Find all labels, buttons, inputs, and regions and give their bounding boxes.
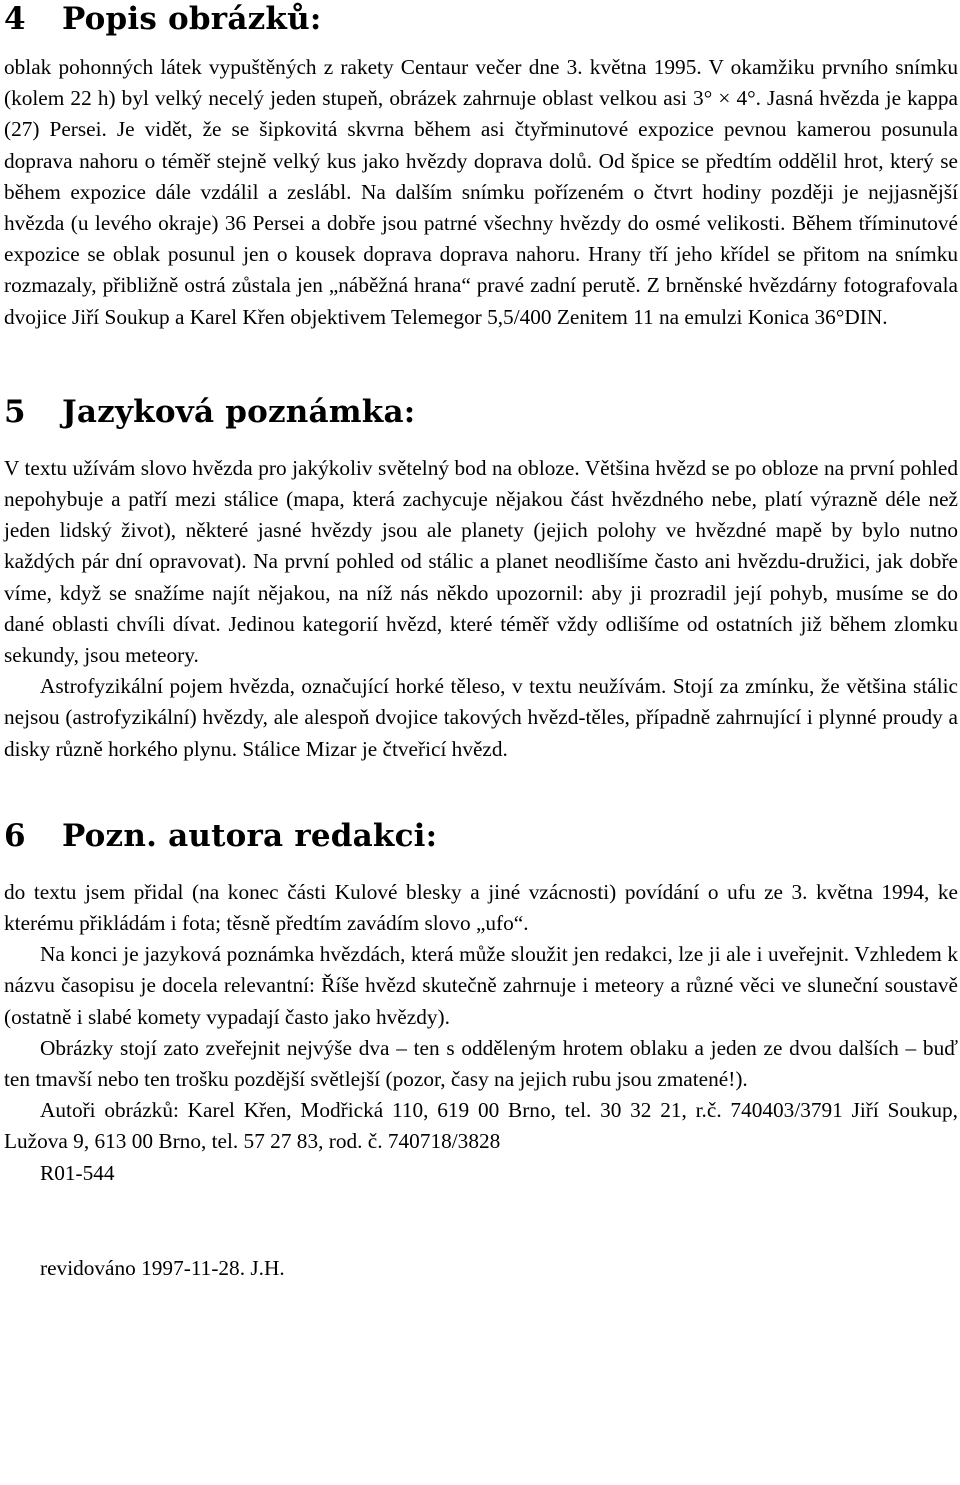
- paragraph: oblak pohonných látek vypuštěných z rakety Centaur večer dne 3. května 1995. V okamžiku prvního snímku (kolem 22 h) byl velký necelý jeden stupeň, obrázek zahrnuje oblast velkou asi 3° × 4°. Jasná hvězda je kappa (27) Persei. Je vidět, že se šipkovitá skvrna během asi čtyřminutové expozice pevnou kamerou posunula doprava nahoru o téměř stejně velký kus jako hvězdy doprava dolů. Od špice se předtím oddělil hrot, který se během expozice dále vzdálil a zeslábl. Na dalším snímku pořízeném o čtvrt hodiny později je nejjasnější hvězda (u levého okraje) 36 Persei a dobře jsou patrné všechny hvězdy do osmé velikosti. Během tříminutové expozice se oblak posunul jen o kousek doprava doprava nahoru. Hrany tří jeho křídel se přitom na snímku rozmazaly, přibližně ostrá zůstala jen „náběžná hrana“ pravé zadní perutě. Z brněnské hvězdárny fotografovala dvojice Jiří Soukup a Karel Křen objektivem Telemegor 5,5/400 Zenitem 11 na emulzi Konica 36°DIN.: [4, 55, 958, 329]
- section-heading: [4, 393, 958, 431]
- document-page: [4, 0, 958, 1284]
- paragraph: Obrázky stojí zato zveřejnit nejvýše dva – ten s odděleným hrotem oblaku a jeden ze dvou dalších – buď ten tmavší nebo ten trošku pozdější světlejší (pozor, časy na jejich rubu jsou zmatené!).: [4, 1035, 958, 1092]
- author-contacts: Autoři obrázků: Karel Křen, Modřická 110, 619 00 Brno, tel. 30 32 21, r.č. 740403/3791 Jiří Soukup, Lužova 9, 613 00 Brno, tel. 57 27 83, rod. č. 740718/3828: [4, 1098, 958, 1154]
- paragraph: V textu užívám slovo hvězda pro jakýkoliv světelný bod na obloze. Většina hvězd se po obloze na první pohled nepohybuje a patří mezi stálice (mapa, která zachycuje nějakou část hvězdného nebe, platí výrazně déle než jeden lidský život), některé jasné hvězdy jsou ale planety (jejich polohy ve hvězdné mapě by bylo nutno každých pár dní opravovat). Na první pohled od stálic a planet neodlišíme často ani hvězdu-družici, jak dobře víme, když se snažíme najít nějakou, na níž nás někdo upozornil: aby ji prozradil její pohyb, musíme se do dané oblasti chvíli dívat. Jedinou kategorií hvězd, které téměř vždy odlišíme od ostatních již během zlomku sekundy, jsou meteory.: [4, 455, 958, 668]
- section-body: [4, 52, 958, 333]
- section-body: [4, 877, 958, 1189]
- section-heading: [4, 0, 958, 38]
- reference-code: R01-544: [40, 1160, 115, 1185]
- section-number: 6: [4, 817, 26, 854]
- section-title: Popis obrázků:: [62, 1, 322, 37]
- section-body: [4, 453, 958, 765]
- section-title: Jazyková poznámka:: [62, 393, 416, 430]
- section-number: 4: [4, 1, 26, 37]
- paragraph: do textu jsem přidal (na konec části Kulové blesky a jiné vzácnosti) povídání o ufu ze 3. května 1994, ke kterému přikládám i fota; těsně předtím zavádím slovo „ufo“.: [4, 879, 958, 936]
- paragraph: Astrofyzikální pojem hvězda, označující horké těleso, v textu neužívám. Stojí za zmínku, že většina stálic nejsou (astrofyzikální) hvězdy, ale alespoň dvojice takových hvězd-těles, případně zahrnující i plynné proudy a disky různě horkého plynu. Stálice Mizar je čtveřicí hvězd.: [4, 674, 958, 761]
- section-title: Pozn. autora redakci:: [62, 817, 438, 854]
- revision-note: revidováno 1997-11-28. J.H.: [40, 1255, 285, 1280]
- paragraph: Na konci je jazyková poznámka hvězdách, která může sloužit jen redakci, lze ji ale i uveřejnit. Vzhledem k názvu časopisu je docela relevantní: Říše hvězd skutečně zahrnuje i meteory a různé věci ve sluneční soustavě (ostatně i slabé komety vypadají často jako hvězdy).: [4, 942, 958, 1029]
- section-number: 5: [4, 393, 26, 430]
- section-heading: [4, 817, 958, 855]
